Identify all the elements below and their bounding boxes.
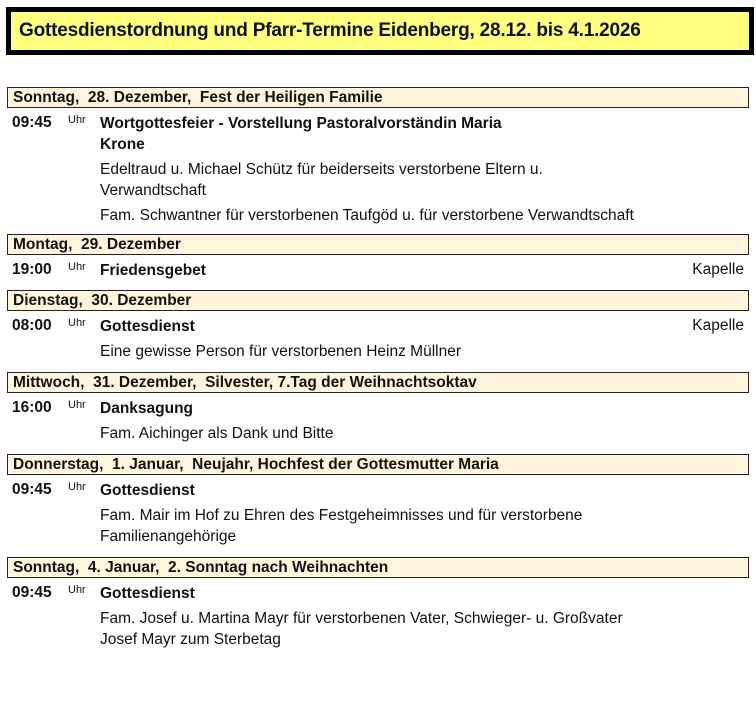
day-heading: Dienstag, 30. Dezember <box>7 290 749 311</box>
day-heading: Sonntag, 28. Dezember, Fest der Heiligen Familie <box>7 87 749 108</box>
mass-intention: Fam. Josef u. Martina Mayr für verstorbenen Vater, Schwieger- u. Großvater Josef Mayr zum Sterbetag <box>100 610 623 648</box>
event-time-unit: Uhr <box>68 481 86 493</box>
event <box>0 260 756 281</box>
day-section <box>0 234 756 281</box>
event-time: 08:00 <box>12 317 52 334</box>
event-time: 19:00 <box>12 261 52 278</box>
day-section <box>0 372 756 444</box>
mass-intention: Edeltraud u. Michael Schütz für beiderseits verstorbene Eltern u. Verwandtschaft <box>100 161 543 199</box>
event-time: 09:45 <box>12 584 52 601</box>
schedule <box>0 87 756 657</box>
event-location: Kapelle <box>692 317 744 334</box>
mass-intention: Fam. Schwantner für verstorbenen Taufgöd u. für verstorbene Verwandtschaft <box>100 207 634 224</box>
event <box>0 316 756 362</box>
day-heading: Mittwoch, 31. Dezember, Silvester, 7.Tag der Weihnachtsoktav <box>7 372 749 393</box>
day-section <box>0 87 756 226</box>
event-time-unit: Uhr <box>68 584 86 596</box>
day-heading: Montag, 29. Dezember <box>7 234 749 255</box>
mass-intention: Eine gewisse Person für verstorbenen Heinz Müllner <box>100 343 461 360</box>
event-title: Wortgottesfeier - Vorstellung Pastoralvorständin Maria Krone <box>100 115 502 153</box>
event-title: Gottesdienst <box>100 318 195 335</box>
day-heading: Sonntag, 4. Januar, 2. Sonntag nach Weihnachten <box>7 557 749 578</box>
event-title: Friedensgebet <box>100 262 206 279</box>
event <box>0 398 756 444</box>
event-time-unit: Uhr <box>68 114 86 126</box>
event <box>0 113 756 226</box>
day-heading: Donnerstag, 1. Januar, Neujahr, Hochfest der Gottesmutter Maria <box>7 454 749 475</box>
event-time: 09:45 <box>12 481 52 498</box>
event-title: Gottesdienst <box>100 482 195 499</box>
event-title: Danksagung <box>100 400 194 417</box>
event-time: 16:00 <box>12 399 52 416</box>
day-section <box>0 454 756 547</box>
event <box>0 583 756 650</box>
document-title-box <box>6 7 754 55</box>
event-title: Gottesdienst <box>100 585 195 602</box>
mass-intention: Fam. Mair im Hof zu Ehren des Festgeheimnisses und für verstorbene Familienangehörige <box>100 507 583 545</box>
day-section <box>0 557 756 650</box>
document-title: Gottesdienstordnung und Pfarr-Termine Eidenberg, 28.12. bis 4.1.2026 <box>19 20 641 41</box>
event-time-unit: Uhr <box>68 399 86 411</box>
event-time-unit: Uhr <box>68 261 86 273</box>
event-time: 09:45 <box>12 114 52 131</box>
day-section <box>0 290 756 362</box>
mass-intention: Fam. Aichinger als Dank und Bitte <box>100 425 334 442</box>
event-time-unit: Uhr <box>68 317 86 329</box>
event <box>0 480 756 547</box>
event-location: Kapelle <box>692 261 744 278</box>
